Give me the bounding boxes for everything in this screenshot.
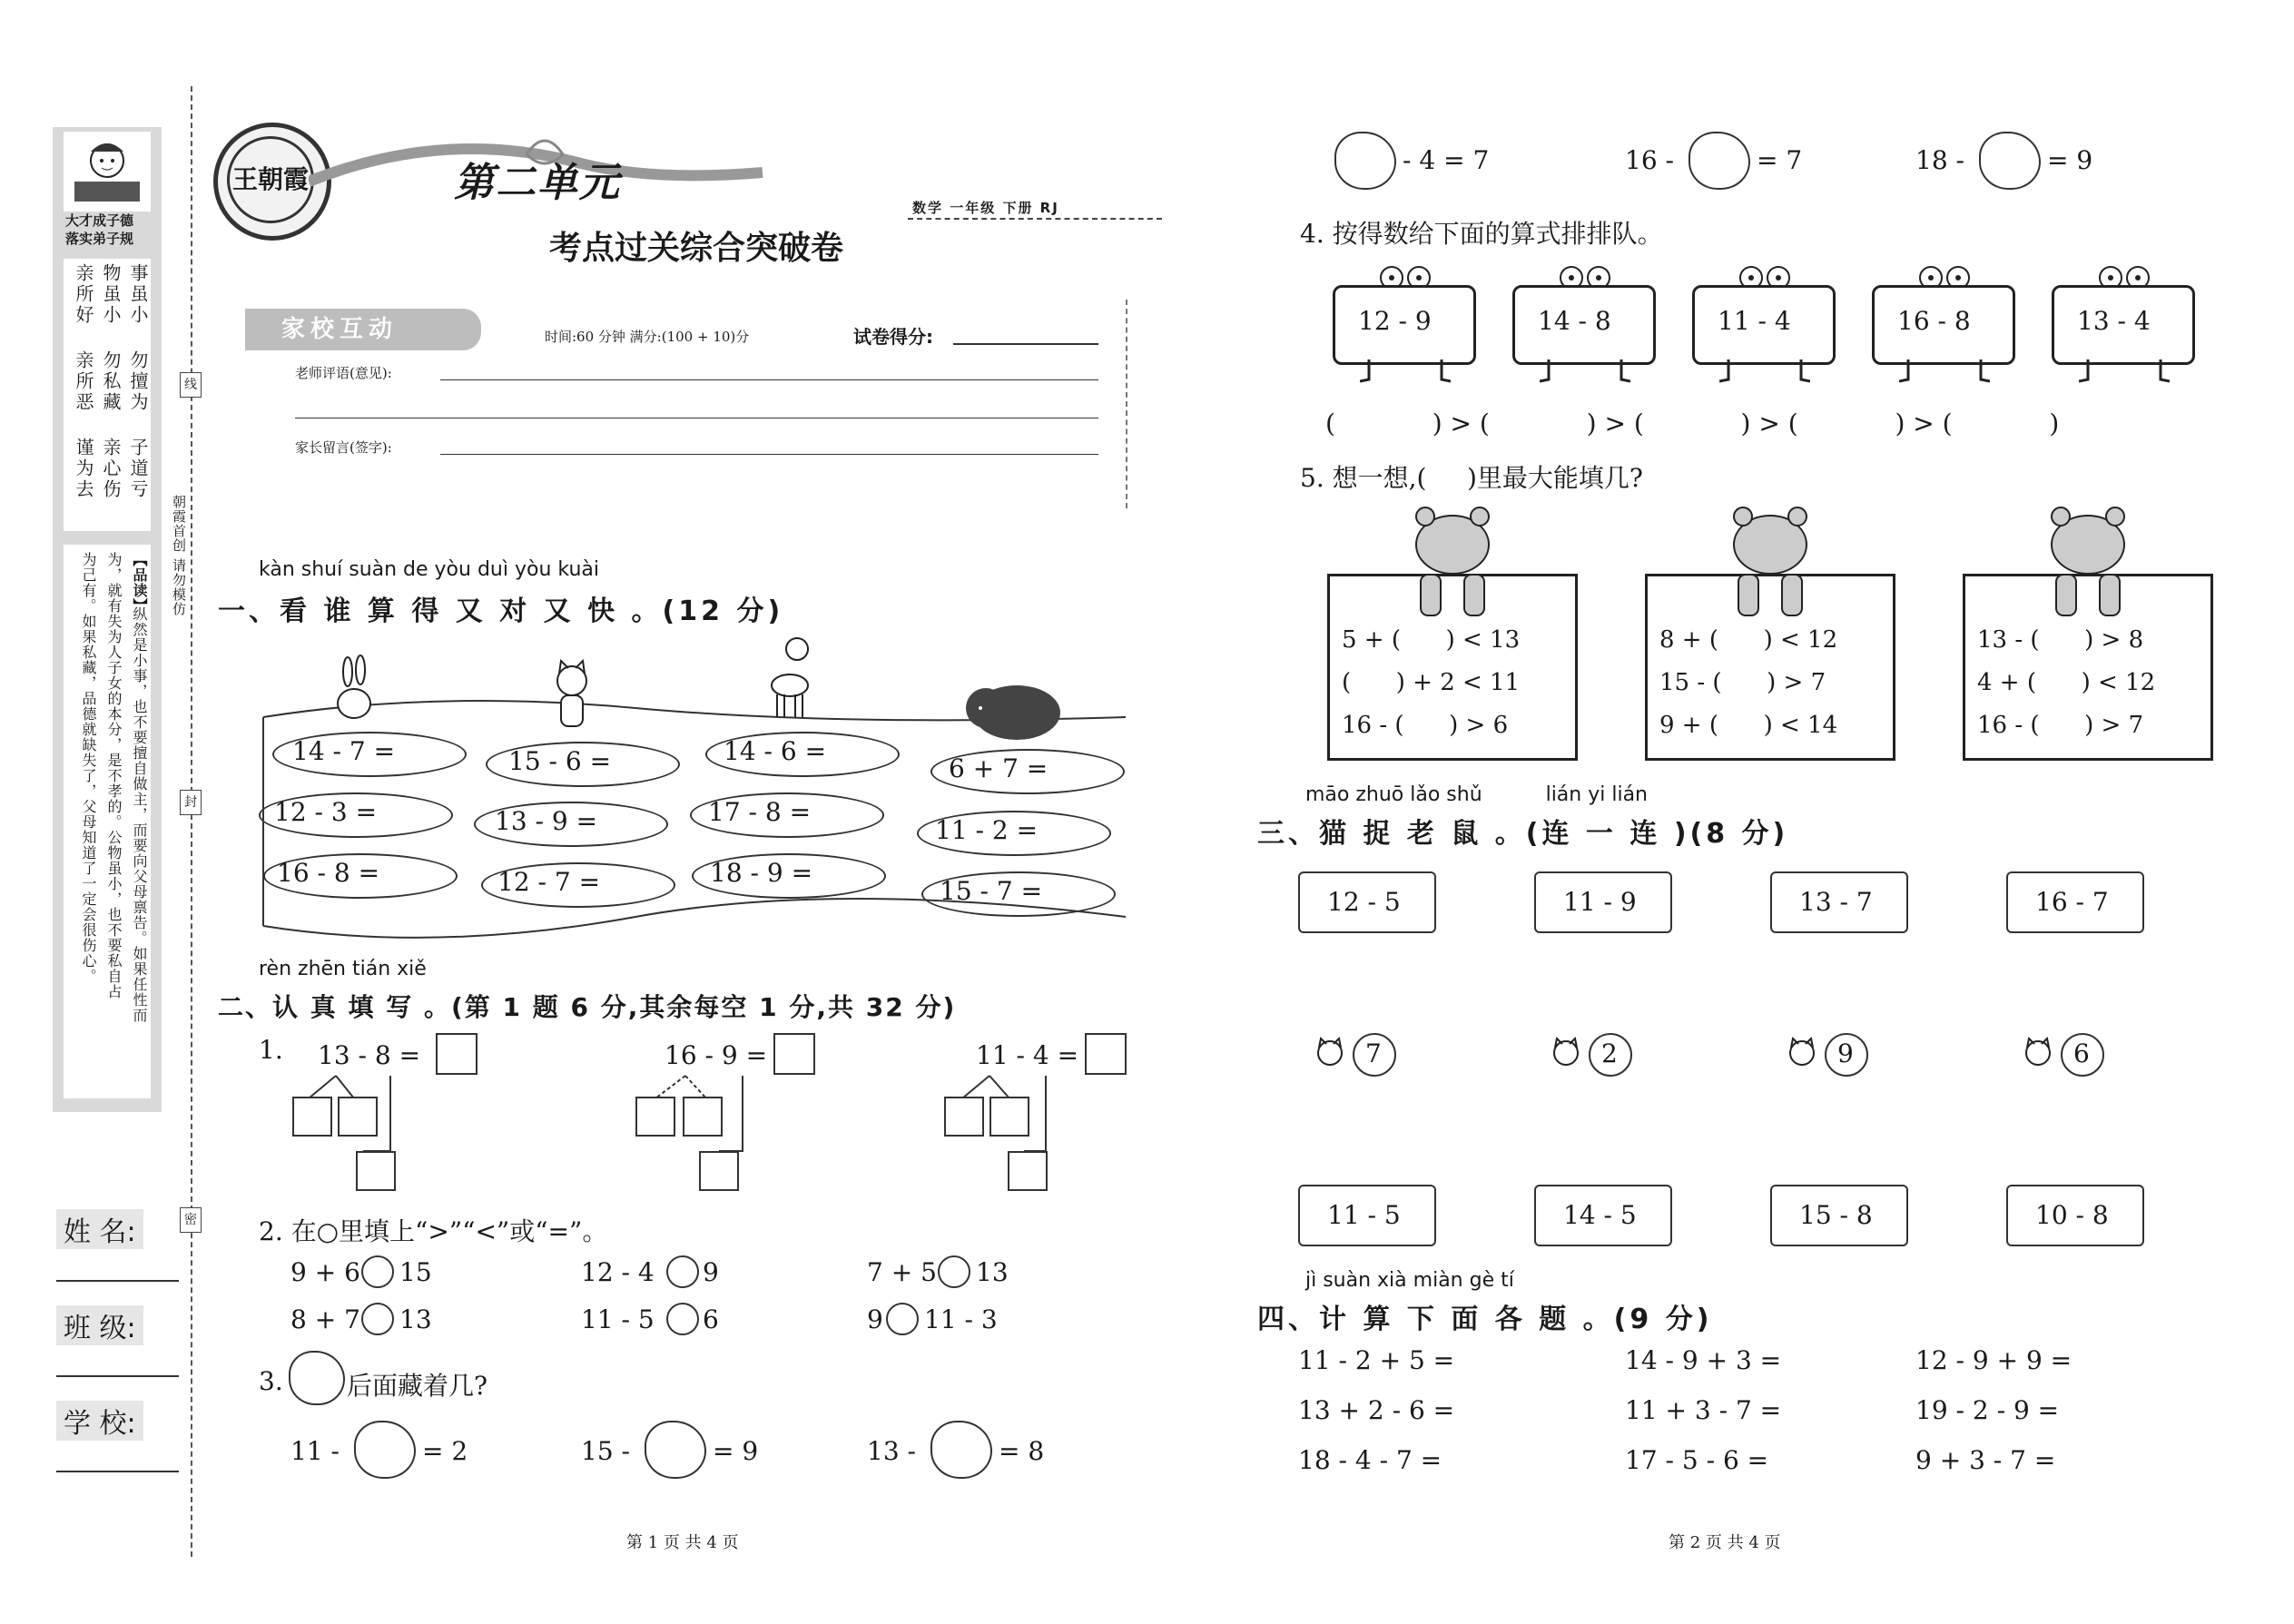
calc-character [1512, 265, 1658, 388]
compare-right: 9 [703, 1257, 719, 1287]
calc-item: 13 + 2 - 6 = [1298, 1395, 1455, 1425]
sec1-title: 一、看 谁 算 得 又 对 又 快 。(12 分) [218, 595, 784, 627]
sec3-pinyin: māo zhuō lǎo shǔ lián yi lián [1305, 783, 1648, 806]
verse-col: 亲心伤 [100, 438, 122, 500]
compare-left: 11 - 5 [581, 1304, 655, 1334]
cat-icon [2018, 1035, 2063, 1071]
cat-icon [1782, 1035, 1827, 1071]
flower-answer[interactable] [354, 1421, 416, 1479]
flower-answer[interactable] [930, 1421, 992, 1479]
flower-answer[interactable] [645, 1421, 706, 1479]
header-divider [1126, 300, 1127, 508]
cut-mark: 密 [180, 1207, 202, 1233]
compare-circle[interactable] [666, 1255, 699, 1288]
name-label: 姓 名: [56, 1209, 143, 1249]
verse-col: 事虽小 [127, 263, 149, 326]
q5-expr: 16 - ( ) > 6 [1342, 712, 1509, 739]
hidden-left: 16 - [1625, 145, 1674, 175]
compare-circle[interactable] [361, 1255, 394, 1288]
verse-col: 子道亏 [127, 438, 149, 500]
hidden-left: 18 - [1915, 145, 1964, 175]
expr-text: 12 - 7 = [497, 867, 601, 897]
score-label: 试卷得分: [853, 326, 933, 348]
score-field[interactable] [953, 343, 1098, 345]
school-label: 学 校: [56, 1401, 143, 1441]
compare-circle[interactable] [886, 1303, 919, 1335]
flower-answer[interactable] [1979, 132, 2041, 190]
meta-tags: 数学 一年级 下册 RJ [912, 200, 1059, 216]
answer-box[interactable] [436, 1033, 478, 1075]
expr-text: 11 - 2 = [935, 815, 1039, 845]
verse-col: 勿私藏 [100, 350, 122, 413]
card-expr: 11 - 4 [1718, 306, 1791, 336]
answer-box[interactable] [1085, 1033, 1127, 1075]
calc-character [1692, 265, 1837, 388]
calc-item: 17 - 5 - 6 = [1625, 1445, 1769, 1475]
time-label: 时间:60 分钟 满分:(100 + 10)分 [545, 329, 750, 345]
expr-text: 18 - 9 = [710, 858, 813, 888]
q5-expr: 8 + ( ) < 12 [1659, 626, 1838, 654]
meta-underline [908, 218, 1162, 220]
hidden-left: 13 - [867, 1436, 916, 1466]
class-label: 班 级: [56, 1305, 143, 1345]
verse-col: 亲所好 [73, 263, 94, 326]
parent-label: 家长留言(签字): [295, 439, 392, 456]
card-expr: 13 - 4 [2077, 306, 2151, 336]
expr-text: 15 - 6 = [508, 746, 612, 776]
compare-right: 13 [399, 1304, 432, 1334]
mouse-expr: 14 - 5 [1563, 1200, 1637, 1230]
q1-expr: 11 - 4 = [976, 1040, 1079, 1070]
calc-character [1872, 265, 2017, 388]
bear-icon [962, 672, 1062, 744]
q5-expr: 4 + ( ) < 12 [1977, 669, 2156, 696]
reading-text [69, 552, 149, 1097]
compare-right: 13 [976, 1257, 1009, 1287]
cat-answer: 7 [1365, 1038, 1382, 1068]
answer-box[interactable] [1008, 1151, 1048, 1191]
mouse-expr: 10 - 8 [2035, 1200, 2109, 1230]
q4-order-blanks[interactable]: ( ) > ( ) > ( ) > ( ) > ( ) [1325, 408, 2060, 438]
verse-col: 亲所恶 [73, 350, 94, 413]
mouse-expr: 13 - 7 [1799, 887, 1873, 917]
sec1-pinyin: kàn shuí suàn de yòu duì yòu kuài [259, 558, 599, 581]
answer-box[interactable] [356, 1151, 396, 1191]
hidden-left: 11 - [290, 1436, 340, 1466]
hippo-icon [1720, 504, 1820, 622]
answer-box[interactable] [944, 1097, 984, 1137]
page-number-1: 第 1 页 共 4 页 [626, 1533, 739, 1552]
cat-icon [1310, 1035, 1355, 1071]
flower-answer[interactable] [1689, 132, 1750, 190]
compare-left: 9 + 6 [290, 1257, 360, 1287]
card-expr: 12 - 9 [1358, 306, 1432, 336]
verse-col: 勿擅为 [127, 350, 149, 413]
teacher-label: 老师评语(意见): [295, 365, 392, 381]
q2-title: 2. 在○里填上“>”“<”或“=”。 [259, 1216, 608, 1246]
copyright-note: 朝霞首创 请勿模仿 [171, 495, 187, 616]
calc-item: 11 - 2 + 5 = [1298, 1345, 1455, 1375]
school-field[interactable] [56, 1471, 179, 1472]
expr-text: 15 - 7 = [940, 876, 1043, 906]
card-expr: 16 - 8 [1897, 306, 1971, 336]
reading-label: 【品读】 [131, 552, 148, 614]
calc-item: 9 + 3 - 7 = [1915, 1445, 2056, 1475]
q1-number: 1. [259, 1035, 283, 1065]
cat-answer: 2 [1601, 1038, 1618, 1068]
expr-text: 12 - 3 = [274, 797, 378, 827]
q3-title: 后面藏着几? [347, 1371, 488, 1401]
flower-answer[interactable] [1334, 132, 1396, 190]
flower-icon [289, 1351, 345, 1405]
q5-title: 5. 想一想,( )里最大能填几? [1300, 463, 1643, 493]
expr-text: 6 + 7 = [949, 753, 1049, 783]
q3-number: 3. [259, 1366, 283, 1396]
q5-expr: 9 + ( ) < 14 [1659, 712, 1838, 739]
name-field[interactable] [56, 1280, 179, 1282]
hippo-icon [2038, 504, 2138, 622]
hidden-left: 15 - [581, 1436, 630, 1466]
hidden-right: - 4 = 7 [1403, 145, 1490, 175]
q5-expr: 13 - ( ) > 8 [1977, 626, 2144, 654]
calc-item: 18 - 4 - 7 = [1298, 1445, 1442, 1475]
q4-title: 4. 按得数给下面的算式排排队。 [1300, 219, 1663, 249]
verse-col: 物虽小 [100, 263, 122, 326]
expr-text: 17 - 8 = [708, 797, 812, 827]
cat-icon [1546, 1035, 1591, 1071]
verse-text [71, 263, 151, 527]
answer-box[interactable] [683, 1097, 723, 1137]
hidden-right: = 2 [422, 1436, 468, 1466]
teacher-comment-field[interactable] [440, 379, 1098, 380]
compare-circle[interactable] [361, 1303, 394, 1335]
compare-right: 15 [399, 1257, 432, 1287]
mouse-expr: 11 - 5 [1327, 1200, 1401, 1230]
q1-expr: 16 - 9 = [665, 1040, 768, 1070]
reading-col: 为己有。如果私藏，品德就缺失了，父母知道了一定会很伤心。 [80, 552, 97, 984]
paper-subtitle: 考点过关综合突破卷 [549, 229, 844, 267]
answer-box[interactable] [338, 1097, 378, 1137]
brand-logo-text: 王朝霞 [227, 136, 314, 223]
sec4-pinyin: jì suàn xià miàn gè tí [1305, 1269, 1514, 1292]
compare-right: 6 [703, 1304, 719, 1334]
calc-item: 14 - 9 + 3 = [1625, 1345, 1782, 1375]
mouse-expr: 12 - 5 [1327, 887, 1401, 917]
reading-col: 纵然是小事，也不要擅自做主，而要向父母禀告。如果任性而 [131, 606, 148, 1023]
calc-item: 12 - 9 + 9 = [1915, 1345, 2072, 1375]
compare-left: 8 + 7 [290, 1304, 360, 1334]
q5-expr: 16 - ( ) > 7 [1977, 712, 2144, 739]
hidden-right: = 7 [1757, 145, 1803, 175]
binding-line [191, 86, 192, 1557]
compare-left: 12 - 4 [581, 1257, 655, 1287]
compare-circle[interactable] [938, 1255, 970, 1288]
answer-box[interactable] [635, 1097, 675, 1137]
card-expr: 14 - 8 [1538, 306, 1611, 336]
expr-text: 16 - 8 = [277, 858, 380, 888]
calc-item: 19 - 2 - 9 = [1915, 1395, 2060, 1425]
compare-circle[interactable] [666, 1303, 699, 1335]
calc-item: 11 + 3 - 7 = [1625, 1395, 1782, 1425]
calc-character [2052, 265, 2197, 388]
hippo-icon [1403, 504, 1502, 622]
expr-text: 13 - 9 = [495, 806, 598, 836]
mascot-image [64, 132, 151, 212]
answer-box[interactable] [773, 1033, 815, 1075]
compare-left: 9 [867, 1304, 883, 1334]
compare-right: 11 - 3 [924, 1304, 998, 1334]
class-field[interactable] [56, 1375, 179, 1377]
q5-expr: 5 + ( ) < 13 [1342, 626, 1521, 654]
sec3-title: 三、猫 捉 老 鼠 。(连 一 连 )(8 分) [1257, 818, 1789, 850]
verse-col: 谨为去 [73, 438, 94, 500]
motto-top: 大才成子德 [65, 212, 134, 229]
answer-box[interactable] [699, 1151, 739, 1191]
motto-top2: 落实弟子规 [65, 231, 134, 247]
hidden-right: = 8 [999, 1436, 1045, 1466]
sec2-pinyin: rèn zhēn tián xiě [259, 958, 427, 980]
answer-box[interactable] [292, 1097, 332, 1137]
mouse-expr: 16 - 7 [2035, 887, 2109, 917]
expr-text: 14 - 7 = [292, 736, 396, 766]
rabbit-icon [322, 654, 386, 726]
mouse-expr: 15 - 8 [1799, 1200, 1873, 1230]
q1-expr: 13 - 8 = [318, 1040, 421, 1070]
deer-icon [763, 631, 826, 722]
hidden-right: = 9 [2047, 145, 2093, 175]
q5-expr: ( ) + 2 < 11 [1342, 669, 1521, 696]
unit-title: 第二单元 [454, 160, 621, 206]
parent-comment-field[interactable] [440, 454, 1098, 455]
cut-mark: 线 [180, 372, 202, 398]
hidden-right: = 9 [713, 1436, 759, 1466]
expr-text: 14 - 6 = [724, 736, 827, 766]
cat-answer: 6 [2073, 1038, 2090, 1068]
page-number-2: 第 2 页 共 4 页 [1669, 1533, 1781, 1552]
mouse-expr: 11 - 9 [1563, 887, 1637, 917]
sec2-title: 二、认 真 填 写 。(第 1 题 6 分,其余每空 1 分,共 32 分) [218, 992, 957, 1022]
sec4-title: 四、计 算 下 面 各 题 。(9 分) [1257, 1304, 1713, 1335]
cat-icon [545, 654, 599, 735]
cat-answer: 9 [1837, 1038, 1854, 1068]
reading-col: 为，就有失为人子女的本分，是不孝的。公物虽小，也不要私自占 [105, 552, 123, 999]
compare-left: 7 + 5 [867, 1257, 937, 1287]
answer-box[interactable] [989, 1097, 1029, 1137]
cut-mark: 封 [180, 790, 202, 815]
calc-character [1333, 265, 1478, 388]
q5-expr: 15 - ( ) > 7 [1659, 669, 1826, 696]
home-school-badge: 家校互动 [245, 309, 481, 350]
